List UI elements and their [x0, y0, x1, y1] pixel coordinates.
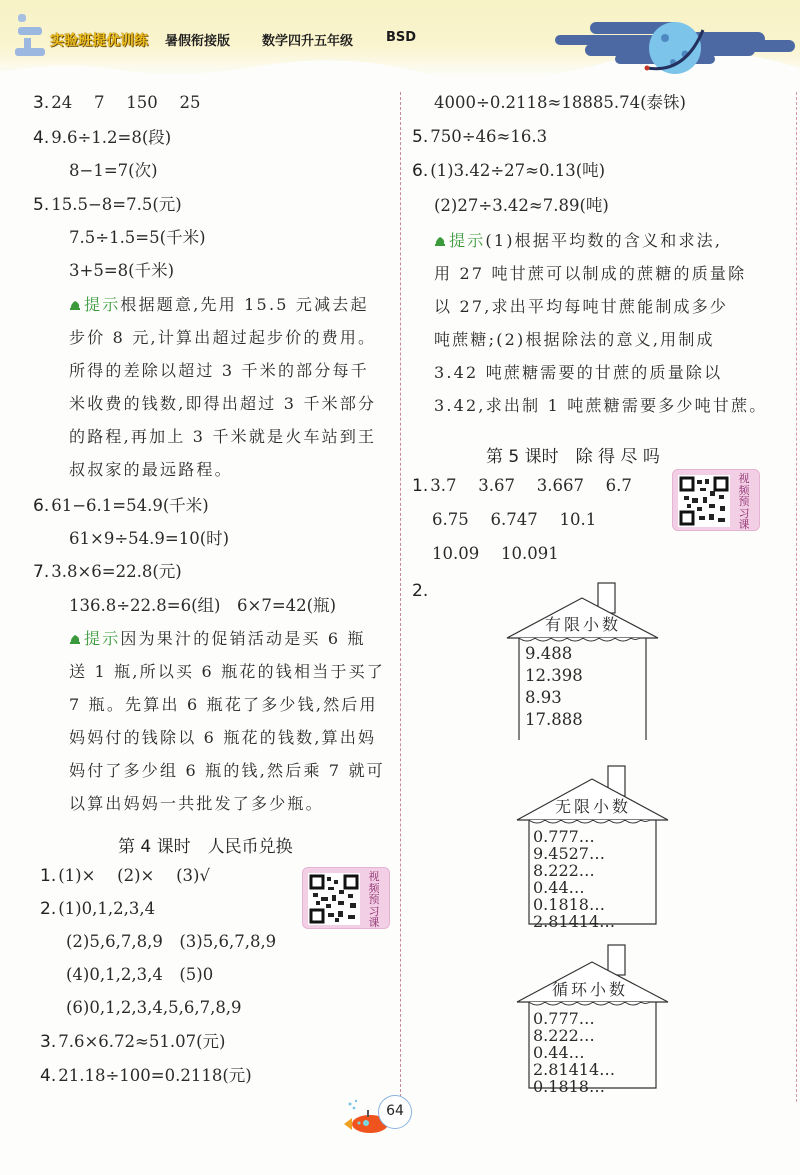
hint-label: 提示 — [84, 295, 121, 314]
bell-icon — [69, 299, 81, 311]
answer-4-continued: 4000÷0.2118≈18885.74(泰铢) — [434, 93, 686, 112]
answer-6-line-2: (2)27÷3.42≈7.89(吨) — [434, 196, 609, 215]
answer-7-line-1: 7. 3.8×6=22.8(元) — [33, 562, 182, 582]
answer-5-line-1: 5. 15.5−8=7.5(元) — [33, 195, 182, 215]
lesson4-answer-2-line-4: (6)0,1,2,3,4,5,6,7,8,9 — [66, 998, 242, 1017]
qr-label: 视 频 预 习 课 — [738, 472, 750, 531]
page-edge-line — [796, 92, 797, 1102]
lesson5-answer-1-line-1: 1. 3.7 3.67 3.667 6.7 — [412, 476, 632, 496]
qr-code-icon — [678, 475, 730, 527]
answer-5: 5. 750÷46≈16.3 — [412, 127, 548, 147]
planet-cloud-icon — [555, 10, 795, 82]
answer-4-line-2: 8−1=7(次) — [69, 161, 158, 180]
section-title-lesson-5: 第 5 课时 除 得 尽 吗 — [486, 447, 660, 467]
lesson4-answer-2-line-3: (4)0,1,2,3,4 (5)0 — [66, 965, 214, 984]
answer-4-line-1: 4. 9.6÷1.2=8(段) — [33, 128, 172, 148]
bell-icon — [434, 235, 446, 247]
infinite-decimal-list: 0.777… 9.4527… 8.222… 0.44… 0.1818… 2.81414… — [533, 827, 616, 931]
answer-5-line-3: 3+5=8(千米) — [69, 261, 175, 280]
bell-icon — [69, 633, 81, 645]
edition-label: 暑假衔接版 — [165, 34, 231, 49]
repeating-decimal-list: 0.777… 8.222… 0.44… 2.81414… 0.1818… — [533, 1009, 616, 1096]
video-preview-qr[interactable] — [302, 867, 390, 929]
finite-decimal-list: 9.48812.398 8.9317.888 — [525, 644, 583, 729]
hint-label: 提示 — [449, 231, 486, 250]
answer-5-line-2: 7.5÷1.5=5(千米) — [69, 228, 206, 247]
video-preview-qr[interactable] — [672, 469, 760, 531]
column-divider — [400, 92, 401, 1102]
subject-label: 数学四升五年级 — [262, 34, 354, 49]
house-infinite-decimals: 无限小数 0.777… 9.4527… 8.222… 0.44… 0.1818… 2.81414… — [515, 764, 670, 926]
lesson5-answer-2-label: 2. — [412, 581, 429, 601]
answer-6-line-2: 61×9÷54.9=10(时) — [69, 529, 230, 548]
answer-3: 3. 24 7 150 25 — [33, 93, 201, 113]
house-finite-decimals: 有限小数 9.48812.398 8.9317.888 — [505, 580, 660, 740]
answer-6-line-1: 6. (1)3.42÷27≈0.13(吨) — [412, 161, 606, 181]
qr-code-icon — [308, 873, 360, 925]
brand-title: 实验班提优训练 — [50, 33, 148, 49]
hint-label: 提示 — [84, 629, 121, 648]
lesson5-answer-1-line-2: 6.75 6.747 10.1 — [432, 510, 597, 529]
page-header — [0, 0, 800, 78]
qr-label: 视 频 预 习 课 — [368, 870, 380, 929]
answer-7-line-2: 136.8÷22.8=6(组) 6×7=42(瓶) — [69, 596, 337, 615]
edition-code: BSD — [386, 30, 417, 45]
answer-6-line-1: 6. 61−6.1=54.9(千米) — [33, 496, 209, 516]
lesson4-answer-4: 4. 21.18÷100=0.2118(元) — [40, 1066, 252, 1086]
section-title-lesson-4: 第 4 课时 人民币兑换 — [118, 837, 293, 857]
house-repeating-decimals: 循环小数 0.777… 8.222… 0.44… 2.81414… 0.1818… — [515, 942, 670, 1092]
lesson4-answer-1: 1. (1)× (2)× (3)√ — [40, 866, 211, 886]
lesson4-answer-3: 3. 7.6×6.72≈51.07(元) — [40, 1032, 226, 1052]
page-number: 64 — [378, 1095, 412, 1129]
lesson5-answer-1-line-3: 10.09 10.091 — [432, 544, 559, 563]
lesson4-answer-2-line-1: 2. (1)0,1,2,3,4 — [40, 899, 156, 919]
lesson4-answer-2-line-2: (2)5,6,7,8,9 (3)5,6,7,8,9 — [66, 932, 277, 951]
